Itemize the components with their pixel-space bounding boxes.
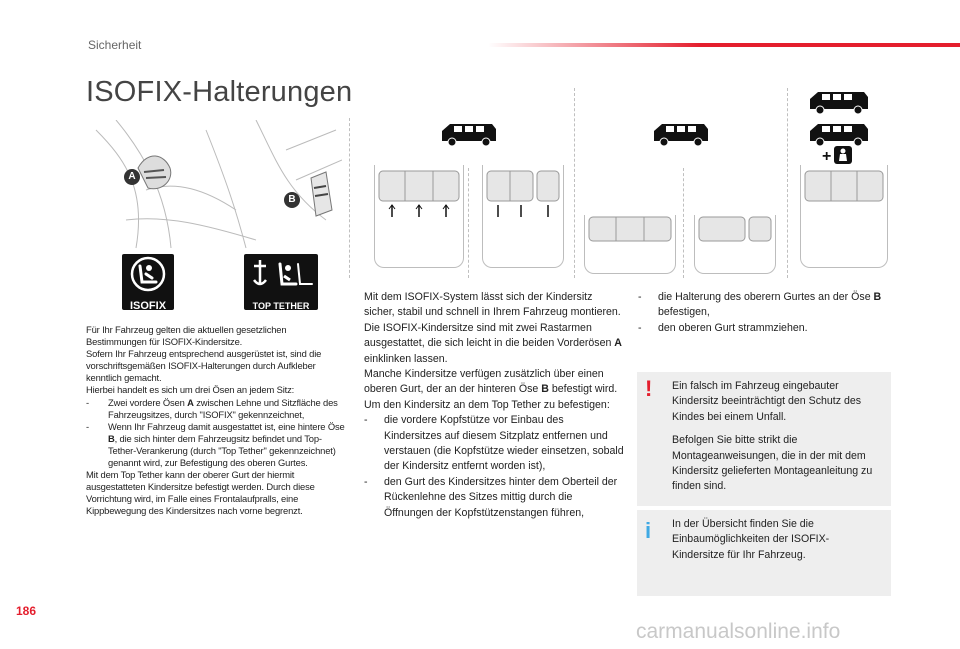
text: zwischen Lehne und Sitzfläche des Fahrzeugsitzes, durch "ISOFIX" gekennzeichnet, (108, 396, 338, 420)
section-label: Sicherheit (88, 38, 142, 52)
list-dash: - (364, 475, 368, 488)
text: die Halterung des oberern Gurtes an der Öse (658, 291, 874, 303)
list-item (86, 397, 348, 421)
text: befestigen, (658, 306, 710, 319)
list-item (638, 290, 898, 321)
page-number: 186 (16, 604, 37, 618)
label-b: B (284, 192, 300, 208)
seat-diagram-row3-left (584, 215, 676, 274)
child-seat-icon (834, 146, 852, 164)
info-box (637, 510, 891, 596)
label-ref: A (187, 396, 194, 408)
text: Wenn Ihr Fahrzeug damit ausgestattet ist, eine hintere Öse (108, 420, 345, 432)
column-2-text (364, 290, 624, 521)
paragraph (364, 321, 624, 367)
label-ref: B (873, 291, 882, 303)
top-tether-icon (244, 254, 318, 294)
divider (574, 88, 575, 278)
paragraph: Mit dem ISOFIX-System lässt sich der Kindersitz sicher, stabil und schnell in Ihrem Fahrzeug montieren. (364, 291, 621, 319)
divider (349, 118, 350, 278)
list-item (86, 421, 348, 469)
paragraph: Hierbei handelt es sich um drei Ösen an jedem Sitz: (86, 384, 295, 396)
list-item (364, 475, 624, 521)
page-title: ISOFIX-Halterungen (86, 76, 353, 108)
label-ref: B (541, 383, 549, 396)
info-icon: i (645, 518, 652, 543)
isofix-seat-icon (122, 254, 174, 294)
top-tether-badge-label: TOP TETHER (252, 301, 310, 311)
seat-diagram-row3-right (694, 215, 776, 274)
divider (468, 168, 469, 278)
text: , die sich hinter dem Fahrzeugsitz befindet und Top-Tether-Verankerung (durch "Top Tether" gekennzeichnet) genannt wird, zur Befestigung des oberen Gurtes. (108, 432, 336, 469)
warning-box (637, 372, 891, 506)
van-icon (652, 121, 710, 152)
isofix-badge-label: ISOFIX (129, 300, 167, 312)
paragraph: Mit dem Top Tether kann der oberer Gurt der hiermit ausgestatteten Kindersitze befestigt werden. Durch diese Vorrichtung wird, im Falle eines Frontalaufpralls, eine Kippbewegung des Kindersitzes nach vorne begrenzt. (86, 469, 315, 517)
label-a: A (124, 169, 140, 185)
list-item (364, 413, 624, 475)
isofix-photo-drawing (86, 120, 342, 250)
seat-diagram-row2-split (482, 165, 564, 268)
info-text: In der Übersicht finden Sie die Einbaumöglichkeiten der ISOFIX-Kindersitze für Ihr Fahrzeug. (672, 518, 830, 561)
paragraph: Sofern Ihr Fahrzeug entsprechend ausgerüstet ist, sind die vorschriftsgemäßen ISOFIX-Halterungen durch Aufkleber kenntlich gemacht. (86, 348, 322, 384)
text: Manche Kindersitze verfügen zusätzlich über einen oberen Gurt, der an der hinteren Öse (364, 368, 604, 396)
van-icon (440, 121, 498, 152)
top-tether-badge (244, 254, 318, 310)
paragraph (364, 367, 624, 398)
watermark: carmanualsonline.info (636, 620, 841, 643)
list-dash: - (86, 396, 89, 408)
van-icon (808, 89, 870, 120)
list-dash: - (86, 420, 89, 432)
header-rule (488, 43, 960, 47)
list-dash: - (364, 414, 368, 427)
warning-text: Befolgen Sie bitte strikt die Montageanweisungen, die in der mit dem Kindersitz gelieferten Montageanleitung zu finden sind. (672, 434, 873, 493)
list-item (638, 321, 898, 336)
paragraph: Um den Kindersitz an dem Top Tether zu befestigen: (364, 398, 610, 411)
text: befestigt wird. (548, 383, 618, 396)
label-ref: B (108, 432, 115, 444)
label-ref: A (614, 337, 622, 350)
divider (683, 168, 684, 278)
paragraph: Für Ihr Fahrzeug gelten die aktuellen gesetzlichen Bestimmungen für ISOFIX-Kindersitze. (86, 324, 287, 348)
text: Zwei vordere Ösen (108, 396, 188, 408)
column-1-text (86, 324, 348, 518)
list-text: den oberen Gurt strammziehen. (658, 321, 808, 334)
list-text: den Gurt des Kindersitzes hinter dem Oberteil der Rückenlehne des Sitzes mittig durch die Öffnungen der Kopfstützenstangen führen, (384, 475, 618, 519)
list-dash: - (638, 321, 642, 334)
warning-icon: ! (645, 376, 653, 401)
isofix-photo (86, 120, 342, 250)
seat-diagram-row2-3seat (374, 165, 464, 268)
divider (787, 88, 788, 278)
text: Die ISOFIX-Kindersitze sind mit zwei Rastarmen ausgestattet, die sich leicht in die beiden Vorderösen (364, 321, 615, 350)
plus-sign: + (822, 148, 832, 165)
list-dash: - (638, 291, 642, 303)
column-3-text (638, 290, 898, 336)
isofix-badge (122, 254, 174, 310)
seat-diagram-row2-single (800, 165, 888, 268)
text: einklinken lassen. (364, 352, 448, 365)
list-text: die vordere Kopfstütze vor Einbau des Kindersitzes auf diesem Sitzplatz entfernen und verstauen (die Kopfstütze wieder einsetzen, sobald der Kindersitz entfernt worden ist), (384, 414, 624, 473)
warning-text: Ein falsch im Fahrzeug eingebauter Kindersitz beeinträchtigt den Schutz des Kindes bei einem Unfall. (672, 380, 862, 423)
